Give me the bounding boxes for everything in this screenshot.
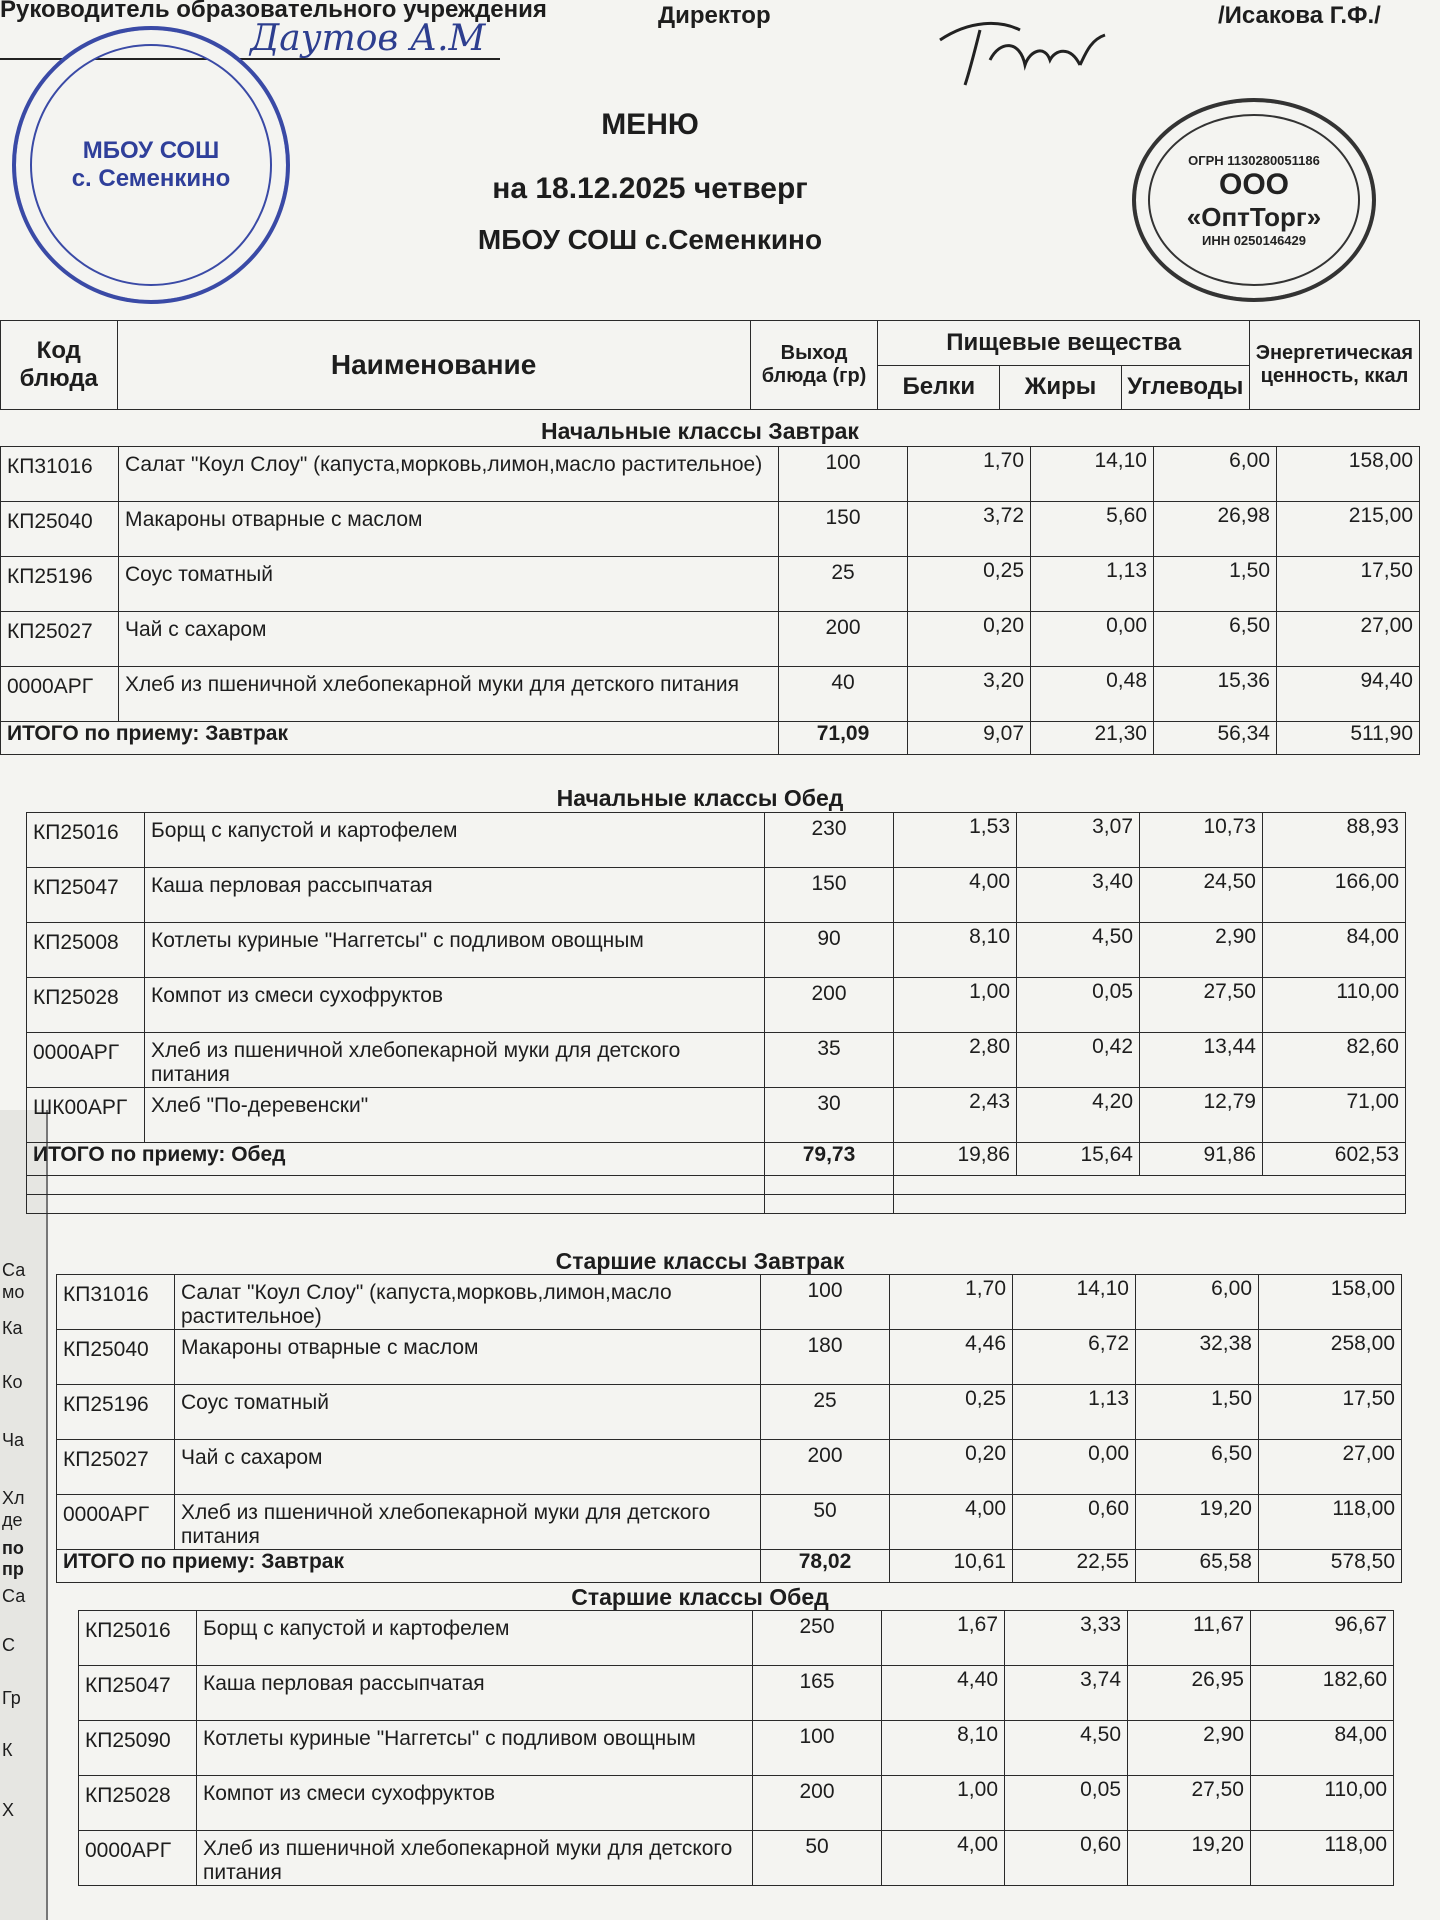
edge-fragment: Ка (2, 1318, 23, 1338)
dish-protein: 2,43 (894, 1088, 1017, 1143)
dish-energy: 158,00 (1259, 1275, 1402, 1330)
dish-fat: 4,20 (1017, 1088, 1140, 1143)
edge-fragment: Гр (2, 1688, 21, 1708)
dish-fat: 1,13 (1013, 1385, 1136, 1440)
head-of-institution-label: Руководитель образовательного учреждения (0, 0, 547, 23)
dish-carbs: 6,50 (1136, 1440, 1259, 1495)
table-row (27, 1033, 1406, 1088)
total-label: ИТОГО по приему: Завтрак (1, 722, 779, 755)
edge-fragment: С (2, 1635, 15, 1655)
dish-code: КП31016 (57, 1275, 175, 1330)
total-protein: 10,61 (890, 1550, 1013, 1583)
dish-protein: 3,20 (908, 667, 1031, 722)
empty-row (27, 1195, 1406, 1214)
edge-fragment: Хл (2, 1488, 25, 1508)
dish-fat: 0,42 (1017, 1033, 1140, 1088)
table-row (57, 1275, 1402, 1330)
total-output: 79,73 (765, 1143, 894, 1176)
empty-cell (765, 1195, 894, 1214)
table-row (1, 447, 1420, 502)
dish-fat: 0,60 (1005, 1831, 1128, 1886)
dish-output: 50 (753, 1831, 882, 1886)
dish-carbs: 6,00 (1154, 447, 1277, 502)
dish-name: Борщ с капустой и картофелем (145, 813, 765, 868)
edge-fragment: Са (2, 1586, 26, 1606)
dish-code: 0000АРГ (27, 1033, 145, 1088)
table-row (79, 1666, 1394, 1721)
dish-fat: 3,33 (1005, 1611, 1128, 1666)
section-title: Старшие классы Обед (571, 1584, 829, 1610)
dish-carbs: 2,90 (1128, 1721, 1251, 1776)
dish-protein: 1,70 (890, 1275, 1013, 1330)
section-title: Начальные классы Завтрак (541, 418, 859, 444)
total-energy: 578,50 (1259, 1550, 1402, 1583)
dish-fat: 3,74 (1005, 1666, 1128, 1721)
dish-output: 165 (753, 1666, 882, 1721)
section-table-primary-lunch (26, 812, 1406, 1214)
dish-name: Каша перловая рассыпчатая (197, 1666, 753, 1721)
menu-date: на 18.12.2025 четверг (492, 172, 808, 205)
total-row (1, 722, 1420, 755)
total-carbs: 65,58 (1136, 1550, 1259, 1583)
menu-title: МЕНЮ (601, 108, 699, 141)
table-row (57, 1385, 1402, 1440)
dish-code: КП25028 (27, 978, 145, 1033)
column-header (0, 320, 1420, 410)
dish-protein: 8,10 (882, 1721, 1005, 1776)
dish-name: Хлеб "По-деревенски" (145, 1088, 765, 1143)
dish-protein: 4,00 (894, 868, 1017, 923)
dish-carbs: 1,50 (1154, 557, 1277, 612)
empty-cell (27, 1176, 765, 1195)
table-row (79, 1831, 1394, 1886)
head-signature: Даутов А.М (250, 18, 486, 59)
dish-output: 40 (779, 667, 908, 722)
dish-output: 100 (761, 1275, 890, 1330)
col-name: Наименование (117, 321, 750, 410)
dish-energy: 82,60 (1263, 1033, 1406, 1088)
table-row (57, 1495, 1402, 1550)
section-table-primary-breakfast (0, 446, 1420, 755)
empty-cell (27, 1195, 765, 1214)
dish-name: Чай с сахаром (175, 1440, 761, 1495)
school-stamp: МБОУ СОШ с. Семенкино (12, 26, 290, 304)
dish-name: Чай с сахаром (119, 612, 779, 667)
table-row (57, 1330, 1402, 1385)
total-energy: 602,53 (1263, 1143, 1406, 1176)
total-output: 78,02 (761, 1550, 890, 1583)
dish-carbs: 19,20 (1128, 1831, 1251, 1886)
empty-row (27, 1176, 1406, 1195)
dish-fat: 0,05 (1017, 978, 1140, 1033)
dish-code: ШК00АРГ (27, 1088, 145, 1143)
dish-carbs: 27,50 (1140, 978, 1263, 1033)
total-energy: 511,90 (1277, 722, 1420, 755)
dish-output: 30 (765, 1088, 894, 1143)
dish-carbs: 6,00 (1136, 1275, 1259, 1330)
edge-fragment: де (2, 1510, 23, 1530)
dish-energy: 84,00 (1251, 1721, 1394, 1776)
dish-energy: 258,00 (1259, 1330, 1402, 1385)
dish-fat: 14,10 (1031, 447, 1154, 502)
dish-fat: 0,00 (1031, 612, 1154, 667)
dish-name: Хлеб из пшеничной хлебопекарной муки для детского питания (145, 1033, 765, 1088)
dish-fat: 3,40 (1017, 868, 1140, 923)
col-protein: Белки (878, 365, 1000, 410)
dish-fat: 6,72 (1013, 1330, 1136, 1385)
dish-carbs: 27,50 (1128, 1776, 1251, 1831)
dish-carbs: 32,38 (1136, 1330, 1259, 1385)
dish-name: Компот из смеси сухофруктов (197, 1776, 753, 1831)
table-row (1, 612, 1420, 667)
col-nutrients: Пищевые вещества (878, 321, 1249, 366)
dish-protein: 2,80 (894, 1033, 1017, 1088)
dish-output: 100 (753, 1721, 882, 1776)
table-row (27, 813, 1406, 868)
dish-carbs: 2,90 (1140, 923, 1263, 978)
dish-energy: 94,40 (1277, 667, 1420, 722)
dish-fat: 0,05 (1005, 1776, 1128, 1831)
dish-fat: 1,13 (1031, 557, 1154, 612)
total-protein: 9,07 (908, 722, 1031, 755)
director-label: Директор (658, 2, 771, 29)
dish-carbs: 1,50 (1136, 1385, 1259, 1440)
dish-energy: 17,50 (1277, 557, 1420, 612)
total-row (57, 1550, 1402, 1583)
table-row (79, 1611, 1394, 1666)
dish-energy: 158,00 (1277, 447, 1420, 502)
total-fat: 21,30 (1031, 722, 1154, 755)
dish-code: КП25040 (57, 1330, 175, 1385)
section-title: Начальные классы Обед (556, 785, 844, 811)
dish-protein: 1,67 (882, 1611, 1005, 1666)
dish-protein: 4,00 (890, 1495, 1013, 1550)
dish-code: КП25028 (79, 1776, 197, 1831)
dish-carbs: 15,36 (1154, 667, 1277, 722)
dish-carbs: 12,79 (1140, 1088, 1263, 1143)
dish-name: Хлеб из пшеничной хлебопекарной муки для детского питания (197, 1831, 753, 1886)
col-energy: Энергетическая ценность, ккал (1249, 321, 1419, 410)
dish-name: Соус томатный (119, 557, 779, 612)
dish-carbs: 26,95 (1128, 1666, 1251, 1721)
dish-output: 25 (779, 557, 908, 612)
dish-energy: 110,00 (1251, 1776, 1394, 1831)
dish-name: Котлеты куриные "Наггетсы" с подливом овощным (197, 1721, 753, 1776)
total-label: ИТОГО по приему: Обед (27, 1143, 765, 1176)
dish-carbs: 10,73 (1140, 813, 1263, 868)
dish-code: КП25090 (79, 1721, 197, 1776)
dish-protein: 3,72 (908, 502, 1031, 557)
dish-energy: 71,00 (1263, 1088, 1406, 1143)
dish-protein: 1,00 (894, 978, 1017, 1033)
school-name: МБОУ СОШ с.Семенкино (477, 224, 823, 255)
dish-output: 250 (753, 1611, 882, 1666)
dish-protein: 1,00 (882, 1776, 1005, 1831)
dish-protein: 4,00 (882, 1831, 1005, 1886)
dish-name: Котлеты куриные "Наггетсы" с подливом овощным (145, 923, 765, 978)
dish-code: КП25047 (27, 868, 145, 923)
dish-code: КП25008 (27, 923, 145, 978)
dish-code: КП25196 (57, 1385, 175, 1440)
dish-protein: 0,20 (890, 1440, 1013, 1495)
dish-fat: 0,60 (1013, 1495, 1136, 1550)
table-row (79, 1776, 1394, 1831)
dish-fat: 5,60 (1031, 502, 1154, 557)
dish-code: КП25040 (1, 502, 119, 557)
table-row (27, 923, 1406, 978)
dish-output: 200 (761, 1440, 890, 1495)
dish-energy: 96,67 (1251, 1611, 1394, 1666)
dish-energy: 166,00 (1263, 868, 1406, 923)
col-fat: Жиры (1000, 365, 1122, 410)
dish-protein: 0,20 (908, 612, 1031, 667)
dish-protein: 1,53 (894, 813, 1017, 868)
dish-energy: 215,00 (1277, 502, 1420, 557)
dish-protein: 8,10 (894, 923, 1017, 978)
table-row (1, 667, 1420, 722)
dish-name: Хлеб из пшеничной хлебопекарной муки для детского питания (175, 1495, 761, 1550)
edge-fragment: по пр (2, 1538, 24, 1579)
dish-output: 100 (779, 447, 908, 502)
total-carbs: 91,86 (1140, 1143, 1263, 1176)
supplier-stamp: ОГРН 1130280051186 ООО «ОптТорг» ИНН 0250146429 (1132, 98, 1376, 302)
table-row (1, 502, 1420, 557)
table-row (57, 1440, 1402, 1495)
dish-code: 0000АРГ (57, 1495, 175, 1550)
dish-code: КП25027 (1, 612, 119, 667)
dish-output: 200 (779, 612, 908, 667)
dish-code: 0000АРГ (79, 1831, 197, 1886)
table-row (27, 978, 1406, 1033)
total-carbs: 56,34 (1154, 722, 1277, 755)
dish-output: 150 (765, 868, 894, 923)
dish-name: Хлеб из пшеничной хлебопекарной муки для детского питания (119, 667, 779, 722)
total-row (27, 1143, 1406, 1176)
dish-fat: 0,48 (1031, 667, 1154, 722)
edge-fragment: мо (2, 1282, 25, 1302)
dish-carbs: 11,67 (1128, 1611, 1251, 1666)
dish-code: 0000АРГ (1, 667, 119, 722)
section-table-senior-breakfast (56, 1274, 1402, 1583)
dish-energy: 17,50 (1259, 1385, 1402, 1440)
col-code: Код блюда (1, 321, 118, 410)
dish-output: 180 (761, 1330, 890, 1385)
dish-energy: 88,93 (1263, 813, 1406, 868)
dish-fat: 0,00 (1013, 1440, 1136, 1495)
dish-output: 25 (761, 1385, 890, 1440)
table-row (27, 1088, 1406, 1143)
dish-name: Макароны отварные с маслом (119, 502, 779, 557)
director-name: /Исакова Г.Ф./ (1218, 2, 1381, 29)
dish-energy: 118,00 (1259, 1495, 1402, 1550)
dish-output: 90 (765, 923, 894, 978)
dish-name: Макароны отварные с маслом (175, 1330, 761, 1385)
section-title: Старшие классы Завтрак (555, 1248, 845, 1274)
dish-code: КП31016 (1, 447, 119, 502)
dish-output: 150 (779, 502, 908, 557)
dish-protein: 4,46 (890, 1330, 1013, 1385)
edge-fragment: Ча (2, 1430, 25, 1450)
dish-code: КП25027 (57, 1440, 175, 1495)
dish-name: Салат "Коул Слоу" (капуста,морковь,лимон,масло растительное) (119, 447, 779, 502)
edge-fragment: Х (2, 1800, 15, 1820)
dish-protein: 1,70 (908, 447, 1031, 502)
dish-fat: 4,50 (1005, 1721, 1128, 1776)
empty-cell (894, 1176, 1406, 1195)
director-signature (930, 10, 1120, 100)
dish-energy: 118,00 (1251, 1831, 1394, 1886)
dish-protein: 0,25 (890, 1385, 1013, 1440)
empty-cell (765, 1176, 894, 1195)
dish-code: КП25196 (1, 557, 119, 612)
dish-name: Компот из смеси сухофруктов (145, 978, 765, 1033)
dish-output: 200 (753, 1776, 882, 1831)
total-label: ИТОГО по приему: Завтрак (57, 1550, 761, 1583)
col-carbs: Углеводы (1121, 365, 1249, 410)
underlying-page-edge (0, 1110, 48, 1920)
dish-energy: 27,00 (1259, 1440, 1402, 1495)
dish-output: 50 (761, 1495, 890, 1550)
dish-code: КП25047 (79, 1666, 197, 1721)
edge-fragment: Ко (2, 1372, 23, 1392)
dish-energy: 110,00 (1263, 978, 1406, 1033)
dish-carbs: 6,50 (1154, 612, 1277, 667)
dish-carbs: 19,20 (1136, 1495, 1259, 1550)
col-output: Выход блюда (гр) (750, 321, 878, 410)
table-row (79, 1721, 1394, 1776)
total-fat: 15,64 (1017, 1143, 1140, 1176)
dish-protein: 4,40 (882, 1666, 1005, 1721)
dish-energy: 27,00 (1277, 612, 1420, 667)
dish-output: 200 (765, 978, 894, 1033)
dish-name: Каша перловая рассыпчатая (145, 868, 765, 923)
dish-energy: 182,60 (1251, 1666, 1394, 1721)
total-fat: 22,55 (1013, 1550, 1136, 1583)
total-output: 71,09 (779, 722, 908, 755)
dish-code: КП25016 (27, 813, 145, 868)
edge-fragment: Са (2, 1260, 26, 1280)
dish-output: 35 (765, 1033, 894, 1088)
dish-name: Борщ с капустой и картофелем (197, 1611, 753, 1666)
dish-fat: 3,07 (1017, 813, 1140, 868)
total-protein: 19,86 (894, 1143, 1017, 1176)
dish-fat: 4,50 (1017, 923, 1140, 978)
dish-carbs: 13,44 (1140, 1033, 1263, 1088)
edge-fragment: К (2, 1740, 13, 1760)
dish-name: Соус томатный (175, 1385, 761, 1440)
dish-carbs: 26,98 (1154, 502, 1277, 557)
dish-code: КП25016 (79, 1611, 197, 1666)
dish-name: Салат "Коул Слоу" (капуста,морковь,лимон,масло растительное) (175, 1275, 761, 1330)
empty-cell (894, 1195, 1406, 1214)
dish-carbs: 24,50 (1140, 868, 1263, 923)
dish-output: 230 (765, 813, 894, 868)
dish-energy: 84,00 (1263, 923, 1406, 978)
dish-protein: 0,25 (908, 557, 1031, 612)
table-row (27, 868, 1406, 923)
dish-fat: 14,10 (1013, 1275, 1136, 1330)
table-row (1, 557, 1420, 612)
section-table-senior-lunch (78, 1610, 1394, 1886)
